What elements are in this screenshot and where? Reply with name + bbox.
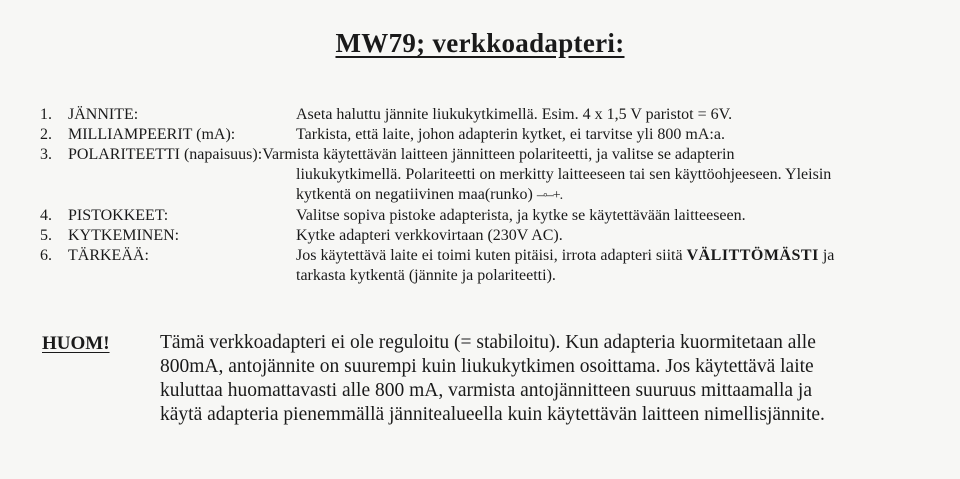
item-label: MILLIAMPEERIT (mA): — [68, 126, 236, 143]
item-number: 3. — [40, 146, 52, 163]
list-item — [40, 206, 940, 226]
item-description: Tarkista, että laite, johon adapterin kytket, ei tarvitse yli 800 mA:a. — [296, 126, 725, 143]
item-label: TÄRKEÄÄ: — [68, 247, 149, 264]
item-label: JÄNNITE: — [68, 106, 139, 123]
item-label: KYTKEMINEN: — [68, 227, 180, 244]
list-item — [40, 125, 940, 145]
document-title: MW79; verkkoadapteri: — [335, 28, 625, 58]
list-item — [40, 145, 940, 206]
item-number: 5. — [40, 227, 52, 244]
item-description: POLARITEETTI (napaisuus):Varmista käytettävän laitteen jännitteen polariteetti, ja valitse se adapterin liukukytkimellä. Polariteetti on merkitty laitteeseen tai sen käyttöohjeeseen. Yleisin kytkentä on negatiivinen maa(runko) –◦–+. — [68, 146, 832, 203]
polarity-symbol-icon: –◦–+. — [536, 188, 563, 203]
item-number: 2. — [40, 126, 52, 143]
note-label: HUOM! — [42, 333, 110, 354]
list-item — [40, 226, 940, 246]
emphasis-text: VÄLITTÖMÄSTI — [686, 247, 819, 264]
item-number: 4. — [40, 207, 52, 224]
note-section — [42, 331, 942, 427]
item-number: 6. — [40, 247, 52, 264]
list-item — [40, 246, 940, 286]
item-number: 1. — [40, 106, 52, 123]
item-description: Kytke adapteri verkkovirtaan (230V AC). — [296, 227, 563, 244]
item-label: PISTOKKEET: — [68, 207, 169, 224]
instruction-list — [40, 105, 940, 286]
note-text: Tämä verkkoadapteri ei ole reguloitu (= stabiloitu). Kun adapteria kuormitetaan alle 800mA, antojännite on suurempi kuin liukukytkimen osoittama. Jos käytettävä laite kuluttaa huomattavasti alle 800 mA, varmista antojännitteen suuruus mittaamalla ja käytä adapteria pienemmällä jännitealueella kuin käytettävän laitteen nimellisjännite. — [160, 332, 825, 425]
item-label: POLARITEETTI (napaisuus): — [68, 146, 263, 163]
item-description: Aseta haluttu jännite liukukytkimellä. Esim. 4 x 1,5 V paristot = 6V. — [296, 106, 733, 123]
item-description: Valitse sopiva pistoke adapterista, ja kytke se käytettävään laitteeseen. — [296, 207, 746, 224]
list-item — [40, 105, 940, 125]
item-description: Jos käytettävä laite ei toimi kuten pitäisi, irrota adapteri siitä VÄLITTÖMÄSTI ja tarkasta kytkentä (jännite ja polariteetti). — [296, 247, 835, 284]
